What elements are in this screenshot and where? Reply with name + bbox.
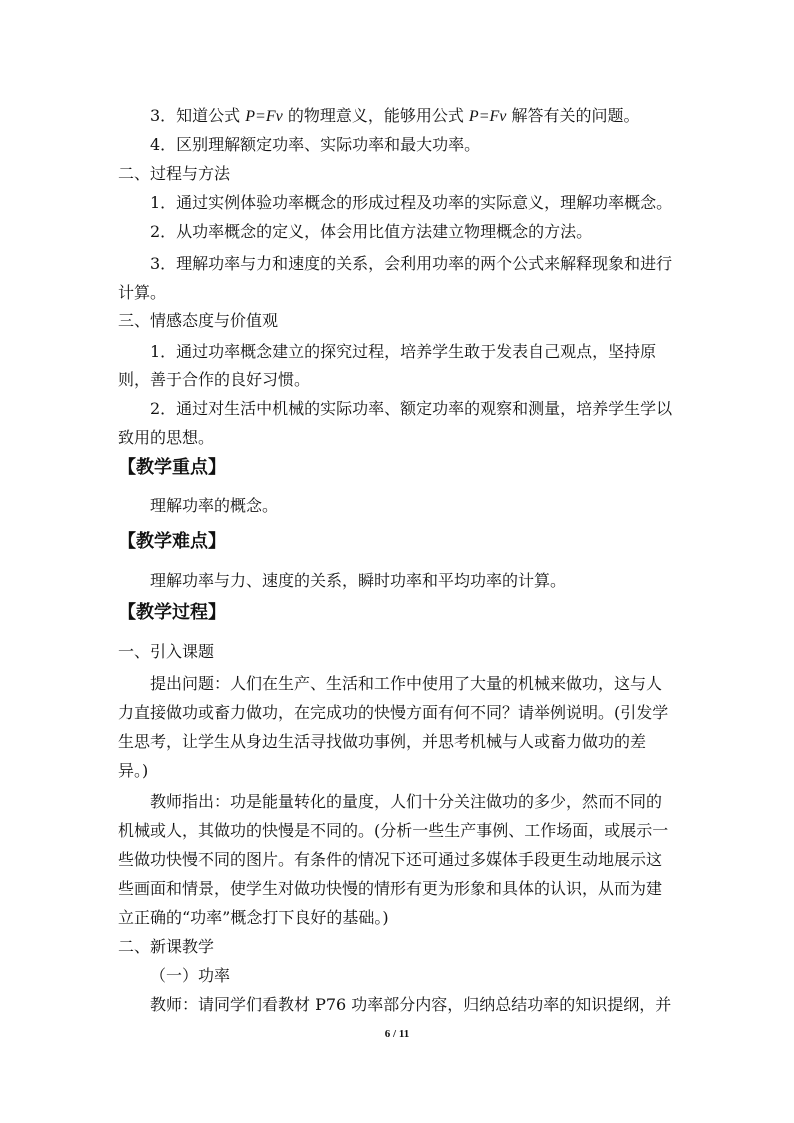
teacher-instruction-line1: 教师：请同学们看教材 P76 功率部分内容，归纳总结功率的知识提纲，并 <box>150 995 672 1014</box>
difficulty-text: 理解功率与力、速度的关系，瞬时功率和平均功率的计算。 <box>150 571 567 590</box>
teacher-paragraph-line3: 些做功快慢不同的图片。有条件的情况下还可通过多媒体手段更生动地展示这 <box>118 850 663 869</box>
objective-3-prefix: 3．知道公式 <box>150 106 246 125</box>
formula-p-fv-2: P=Fv <box>468 108 507 125</box>
objective-3-middle: 的物理意义，能够用公式 <box>282 106 469 125</box>
objective-3-suffix: 解答有关的问题。 <box>506 106 640 125</box>
section-heading-attitude: 三、情感态度与价值观 <box>118 311 279 330</box>
heading-teaching-process: 【教学过程】 <box>118 602 226 623</box>
objective-3 <box>150 106 639 127</box>
teacher-paragraph-line5: 立正确的“功率”概念打下良好的基础。) <box>118 908 389 927</box>
intro-paragraph-line1: 提出问题：人们在生产、生活和工作中使用了大量的机械来做功，这与人 <box>150 674 663 693</box>
intro-paragraph-line4: 异。) <box>118 761 149 780</box>
key-point-text: 理解功率的概念。 <box>150 496 279 515</box>
teacher-paragraph-line4: 些画面和情景，使学生对做功快慢的情形有更为形象和具体的认识，从而为建 <box>118 879 663 898</box>
subsection-heading-power: （一）功率 <box>150 966 231 985</box>
heading-difficulty: 【教学难点】 <box>118 531 226 552</box>
process-method-item-3-line2: 计算。 <box>118 283 167 302</box>
heading-key-point: 【教学重点】 <box>118 457 226 478</box>
teacher-paragraph-line1: 教师指出：功是能量转化的量度，人们十分关注做功的多少，然而不同的 <box>150 792 663 811</box>
formula-p-fv: P=Fv <box>245 108 283 125</box>
objective-4: 4．区别理解额定功率、实际功率和最大功率。 <box>150 135 481 154</box>
attitude-item-2-line1: 2．通过对生活中机械的实际功率、额定功率的观察和测量，培养学生学以 <box>150 399 673 418</box>
page-number: 6 / 11 <box>384 1028 410 1040</box>
process-method-item-3-line1: 3．理解功率与力和速度的关系，会利用功率的两个公式来解释现象和进行 <box>150 254 673 273</box>
intro-paragraph-line2: 力直接做功或畜力做功，在完成功的快慢方面有何不同？请举例说明。(引发学 <box>118 703 669 722</box>
attitude-item-1-line1: 1．通过功率概念建立的探究过程，培养学生敢于发表自己观点，坚持原 <box>150 342 657 361</box>
new-lesson-heading: 二、新课教学 <box>118 937 215 956</box>
attitude-item-2-line2: 致用的思想。 <box>118 428 215 447</box>
teacher-paragraph-line2: 机械或人，其做功的快慢是不同的。(分析一些生产事例、工作场面，或展示一 <box>118 821 669 840</box>
attitude-item-1-line2: 则，善于合作的良好习惯。 <box>118 370 311 389</box>
section-heading-process-method: 二、过程与方法 <box>118 164 231 183</box>
intro-paragraph-line3: 生思考，让学生从身边生活寻找做功事例，并思考机械与人或畜力做功的差 <box>118 732 647 751</box>
process-method-item-2: 2．从功率概念的定义，体会用比值方法建立物理概念的方法。 <box>150 222 593 241</box>
intro-heading: 一、引入课题 <box>118 642 215 661</box>
process-method-item-1: 1．通过实例体验功率概念的形成过程及功率的实际意义，理解功率概念。 <box>150 193 673 212</box>
